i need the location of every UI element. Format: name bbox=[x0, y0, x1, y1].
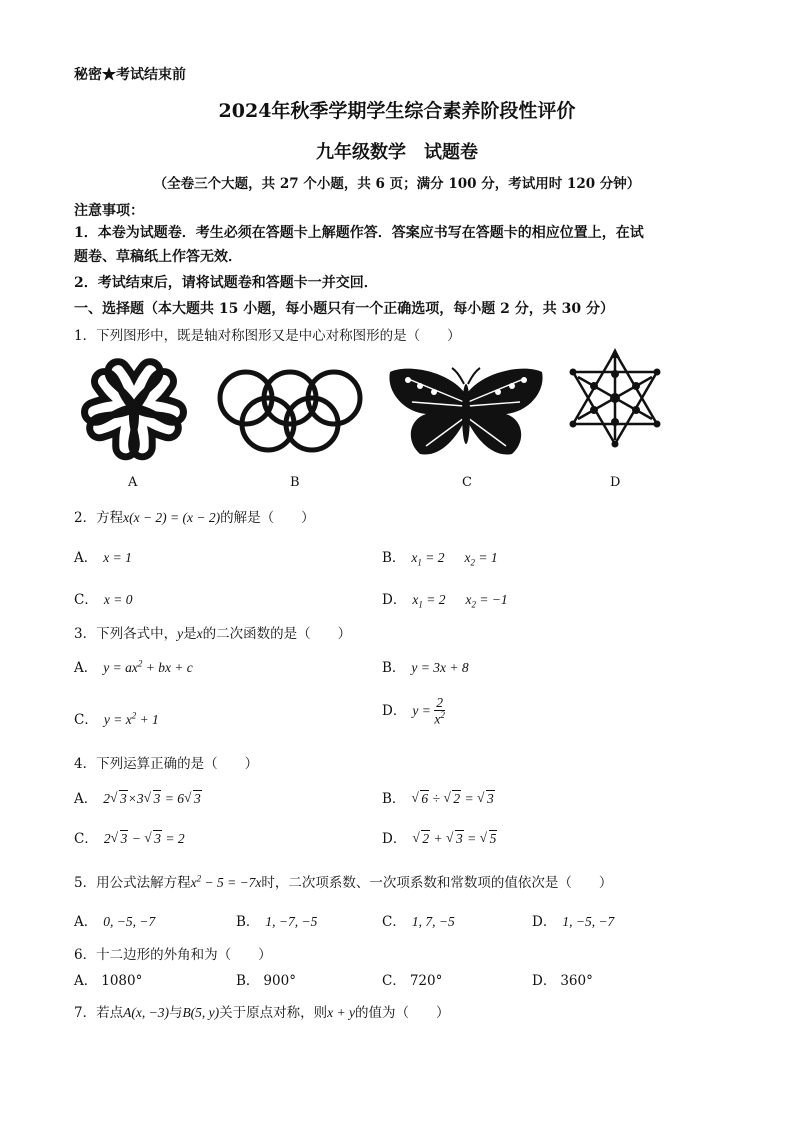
q4-stem: 4．下列运算正确的是（ ） bbox=[74, 756, 259, 772]
q1-figure-d bbox=[562, 348, 668, 448]
q2-option-b[interactable]: B． $x_1 = 2$ $x_2 = 1$ bbox=[382, 550, 498, 568]
q2-option-d[interactable]: D． $x_1 = 2$ $x_2 = -1$ bbox=[382, 592, 508, 610]
q5-option-c[interactable]: C． 1, 7, −5 bbox=[382, 914, 455, 930]
q3-stem: 3．下列各式中，y是x的二次函数的是（ ） bbox=[74, 626, 352, 642]
q7-stem: 7．若点A(x, −3)与B(5, y)关于原点对称，则x + y的值为（ ） bbox=[74, 1005, 450, 1021]
q5-stem: 5．用公式法解方程$x^2 - 5 = -7x$时，二次项系数、一次项系数和常数项的值依次是（ ） bbox=[74, 873, 613, 891]
q1-figure-b bbox=[212, 362, 368, 462]
note-1-line-1: 1．本卷为试题卷．考生必须在答题卡上解题作答．答案应书写在答题卡的相应位置上，在试 bbox=[74, 225, 644, 241]
q6-option-b[interactable]: B． 900° bbox=[236, 973, 296, 989]
q2-option-a[interactable]: A． x = 1 bbox=[74, 550, 132, 566]
q1-label-d: D bbox=[610, 475, 621, 490]
q6-option-d[interactable]: D． 360° bbox=[532, 973, 593, 989]
section-1-heading: 一、选择题（本大题共 15 小题，每小题只有一个正确选项，每小题 2 分，共 30 分） bbox=[74, 301, 614, 317]
q1-label-a: A bbox=[128, 475, 138, 490]
heart-knot-icon bbox=[74, 348, 194, 468]
q4-option-a[interactable]: A． 2√ 3×3√ 3 = 6√ 3 bbox=[74, 787, 202, 807]
q5-option-b[interactable]: B． 1, −7, −5 bbox=[236, 914, 318, 930]
q1-label-c: C bbox=[462, 475, 472, 490]
note-1-line-2: 题卷、草稿纸上作答无效． bbox=[74, 249, 242, 265]
q4-option-b[interactable]: B．√ 6 ÷ √ 2 = √ 3 bbox=[382, 787, 495, 807]
exam-info: （全卷三个大题，共 27 个小题，共 6 页；满分 100 分，考试用时 120 分钟） bbox=[153, 176, 641, 192]
q2-equation: x(x − 2) = (x − 2) bbox=[123, 510, 221, 525]
q1-stem: 1．下列图形中，既是轴对称图形又是中心对称图形的是（ ） bbox=[74, 328, 461, 344]
q5-option-d[interactable]: D． 1, −5, −7 bbox=[532, 914, 615, 930]
q3-option-c[interactable]: C． $y = x^2 + 1$ bbox=[74, 710, 159, 728]
q2-stem: 2．方程x(x − 2) = (x − 2)的解是（ ） bbox=[74, 510, 315, 526]
butterfly-icon bbox=[386, 362, 546, 462]
q3-option-d[interactable]: D． y = $\frac{2}{x^2}$ bbox=[382, 695, 445, 727]
q5-option-a[interactable]: A． 0, −5, −7 bbox=[74, 914, 156, 930]
q4-option-d[interactable]: D．√ 2 + √ 3 = √ 5 bbox=[382, 827, 497, 847]
q4-option-c[interactable]: C． 2√ 3 − √ 3 = 2 bbox=[74, 827, 185, 847]
olympic-rings-icon bbox=[212, 362, 368, 462]
note-2: 2．考试结束后，请将试题卷和答题卡一并交回． bbox=[74, 275, 378, 291]
q6-stem: 6．十二边形的外角和为（ ） bbox=[74, 947, 272, 963]
exam-title: 2024年秋季学期学生综合素养阶段性评价 bbox=[218, 100, 576, 122]
q3-option-a[interactable]: A． $y = ax^2$ + bx + c bbox=[74, 658, 193, 676]
notes-heading: 注意事项： bbox=[74, 203, 144, 219]
q1-figure-a bbox=[74, 348, 194, 468]
q6-option-a[interactable]: A． 1080° bbox=[74, 973, 143, 989]
q6-option-c[interactable]: C． 720° bbox=[382, 973, 443, 989]
q3-option-b[interactable]: B． y = 3x + 8 bbox=[382, 660, 469, 676]
q1-figure-c bbox=[386, 362, 546, 462]
secrecy-label: 秘密★考试结束前 bbox=[74, 67, 186, 83]
snowflake-icon bbox=[562, 348, 668, 448]
q2-option-c[interactable]: C． x = 0 bbox=[74, 592, 133, 608]
q1-label-b: B bbox=[290, 475, 300, 490]
exam-subtitle: 九年级数学 试题卷 bbox=[316, 142, 478, 163]
